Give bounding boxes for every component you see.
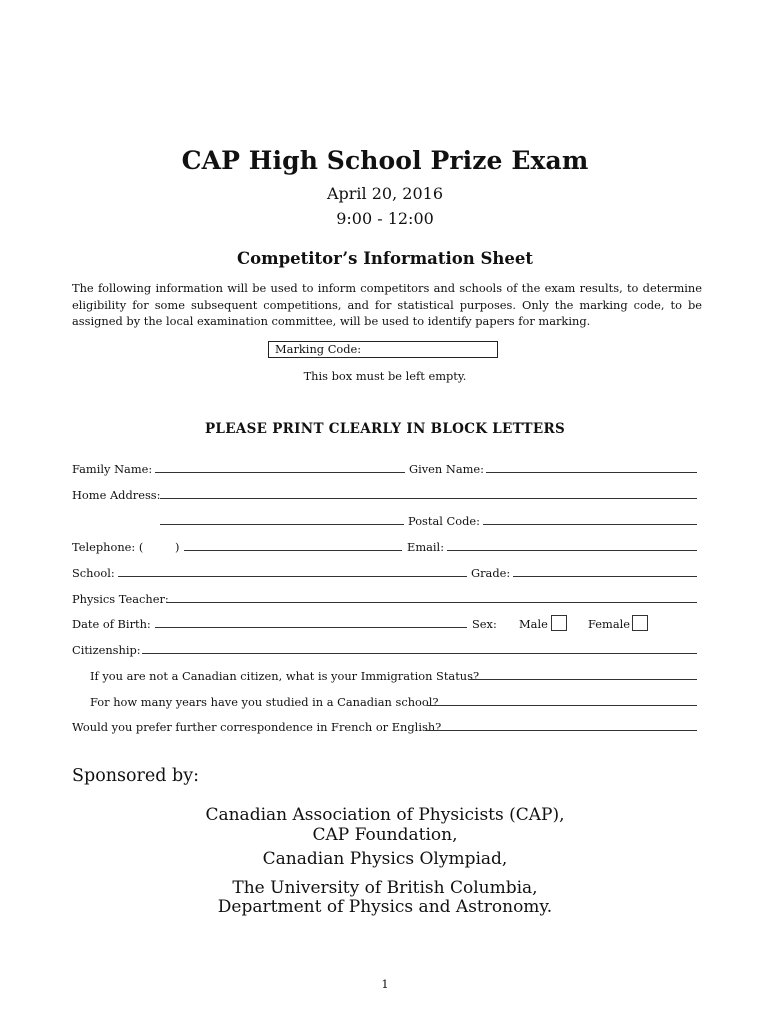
- page-title: CAP High School Prize Exam: [181, 146, 589, 175]
- sponsor-line: Canadian Association of Physicists (CAP),: [205, 805, 565, 825]
- dob-field[interactable]: [155, 627, 467, 628]
- family-name-label: Family Name:: [72, 462, 153, 476]
- years-studied-field[interactable]: [427, 705, 697, 706]
- dob-label: Date of Birth:: [72, 617, 151, 631]
- school-field[interactable]: [118, 576, 467, 577]
- immigration-status-field[interactable]: [469, 679, 697, 680]
- sponsor-line: Department of Physics and Astronomy.: [217, 897, 553, 917]
- telephone-label: Telephone: (: [72, 540, 144, 554]
- marking-box-note: This box must be left empty.: [303, 369, 467, 383]
- postal-code-label: Postal Code:: [408, 514, 480, 528]
- home-address-line2-field[interactable]: [160, 524, 404, 525]
- email-label: Email:: [407, 540, 445, 554]
- page-number: 1: [381, 977, 389, 991]
- given-name-label: Given Name:: [409, 462, 485, 476]
- sponsored-by-heading: Sponsored by:: [72, 766, 199, 786]
- email-field[interactable]: [447, 550, 697, 551]
- postal-code-field[interactable]: [483, 524, 697, 525]
- physics-teacher-label: Physics Teacher:: [72, 592, 169, 606]
- physics-teacher-field[interactable]: [166, 602, 697, 603]
- grade-label: Grade:: [471, 566, 511, 580]
- given-name-field[interactable]: [486, 472, 697, 473]
- correspondence-field[interactable]: [425, 730, 697, 731]
- marking-code-box: [268, 341, 498, 358]
- sponsor-line: CAP Foundation,: [312, 825, 458, 845]
- sponsor-line: The University of British Columbia,: [232, 878, 538, 898]
- intro-paragraph: The following information will be used to inform competitors and schools of the exam results, to determine eligibility for some subsequent competitions, and for statistical purposes. Only the marking code, to be assigned by the local examination committee, will be used to identify papers for marking.: [72, 281, 702, 328]
- exam-date: April 20, 2016: [326, 184, 443, 203]
- correspondence-label: Would you prefer further correspondence in French or English?: [72, 720, 442, 734]
- telephone-paren-close: ): [175, 540, 180, 554]
- exam-time: 9:00 - 12:00: [336, 209, 434, 228]
- telephone-field[interactable]: [184, 550, 402, 551]
- citizenship-label: Citizenship:: [72, 643, 141, 657]
- family-name-field[interactable]: [155, 472, 405, 473]
- print-instruction: PLEASE PRINT CLEARLY IN BLOCK LETTERS: [204, 421, 566, 437]
- sponsor-line: Canadian Physics Olympiad,: [262, 849, 508, 869]
- grade-field[interactable]: [513, 576, 697, 577]
- home-address-label: Home Address:: [72, 488, 161, 502]
- school-label: School:: [72, 566, 115, 580]
- male-label: Male: [519, 617, 548, 631]
- sheet-title: Competitor’s Information Sheet: [236, 249, 534, 268]
- citizenship-field[interactable]: [142, 653, 697, 654]
- female-checkbox[interactable]: [632, 615, 648, 631]
- years-studied-label: For how many years have you studied in a Canadian school?: [90, 695, 439, 709]
- sex-label: Sex:: [472, 617, 497, 631]
- female-label: Female: [588, 617, 630, 631]
- home-address-field[interactable]: [160, 498, 697, 499]
- male-checkbox[interactable]: [551, 615, 567, 631]
- immigration-status-label: If you are not a Canadian citizen, what is your Immigration Status?: [90, 669, 480, 683]
- marking-code-label: Marking Code:: [275, 342, 362, 356]
